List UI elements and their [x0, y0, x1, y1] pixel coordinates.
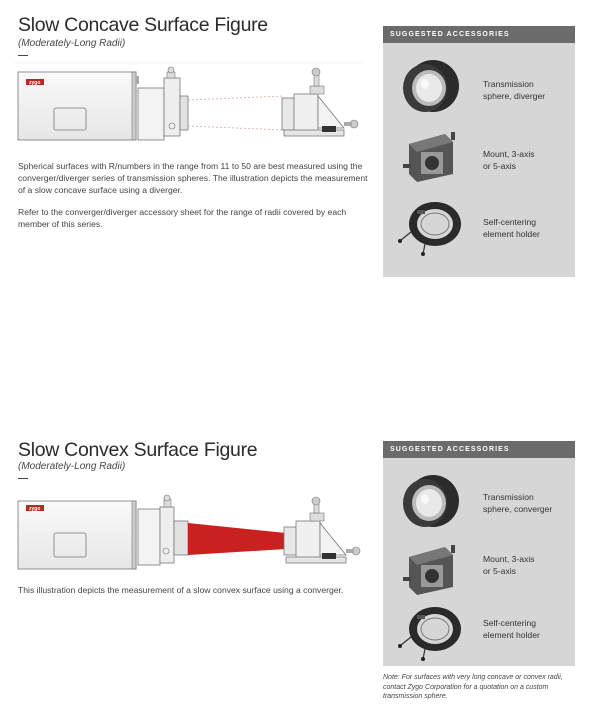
- accessory-label-line2: element holder: [483, 229, 540, 239]
- element-holder-icon: [395, 601, 465, 661]
- convex-paragraph-1: This illustration depicts the measurement of a slow convex surface using a converger.: [18, 585, 344, 595]
- accessory-label: [483, 148, 573, 172]
- accessory-label-line2: or 5-axis: [483, 566, 516, 576]
- convex-title: Slow Convex Surface Figure: [18, 439, 258, 461]
- accessory-label: [483, 553, 573, 577]
- transmission-sphere-attachment: [138, 67, 188, 140]
- accessory-label-line1: Mount, 3-axis: [483, 149, 535, 159]
- element-holder-icon: [395, 196, 465, 256]
- accessory-item: [383, 54, 575, 114]
- concave-accessories-panel: [383, 26, 575, 277]
- accessory-label-line1: Transmission: [483, 79, 534, 89]
- accessory-item: [383, 469, 575, 529]
- brand-logo-text: zygo: [29, 80, 41, 86]
- accessory-label-line2: sphere, diverger: [483, 91, 546, 101]
- accessory-item: [383, 124, 575, 184]
- test-mount: [282, 68, 358, 136]
- accessories-heading: SUGGESTED ACCESSORIES: [383, 441, 575, 458]
- concave-paragraph-2: Refer to the converger/diverger accessory sheet for the range of radii covered by each member of this series.: [18, 207, 347, 229]
- diverging-beam: [188, 96, 284, 130]
- transmission-sphere-icon: [395, 54, 465, 114]
- concave-title: Slow Concave Surface Figure: [18, 14, 268, 36]
- accessory-label-line2: element holder: [483, 630, 540, 640]
- transmission-sphere-icon: [395, 469, 465, 529]
- convex-illustration: [14, 493, 364, 578]
- accessory-label-line1: Self-centering: [483, 217, 537, 227]
- accessory-label-line1: Self-centering: [483, 618, 537, 628]
- accessory-label: [483, 216, 573, 240]
- accessory-label: [483, 78, 573, 102]
- converging-beam: [188, 523, 286, 555]
- accessory-item: [383, 196, 575, 256]
- concave-subtitle: (Moderately-Long Radii): [18, 38, 126, 49]
- accessory-label: [483, 491, 573, 515]
- mount-icon: [395, 124, 465, 184]
- brand-logo-text: zygo: [29, 506, 41, 512]
- accessory-label-line1: Transmission: [483, 492, 534, 502]
- accessories-heading: SUGGESTED ACCESSORIES: [383, 26, 575, 43]
- accessory-label: [483, 617, 573, 641]
- accessory-item: [383, 601, 575, 661]
- convex-accessories-panel: [383, 441, 575, 666]
- concave-paragraph-1: Spherical surfaces with R/numbers in the range from 11 to 50 are best measured using the converger/diverger series of transmission spheres. The illustration depicts the measurement of a slow concave surface using a diverger.: [18, 161, 368, 195]
- transmission-sphere-attachment: [138, 495, 188, 565]
- accessory-label-line2: or 5-axis: [483, 161, 516, 171]
- mount-icon: [395, 537, 465, 597]
- accessory-label-line2: sphere, converger: [483, 504, 553, 514]
- convex-subtitle: (Moderately-Long Radii): [18, 461, 126, 472]
- concave-illustration: [14, 62, 364, 147]
- concave-title-rule: [18, 55, 28, 56]
- accessory-item: [383, 537, 575, 597]
- test-mount: [284, 497, 360, 563]
- convex-title-rule: [18, 478, 28, 479]
- custom-sphere-note: Note: For surfaces with very long concave or convex radii, contact Zygo Corporation for a quotation on a custom transmission sphere.: [383, 674, 563, 700]
- accessory-label-line1: Mount, 3-axis: [483, 554, 535, 564]
